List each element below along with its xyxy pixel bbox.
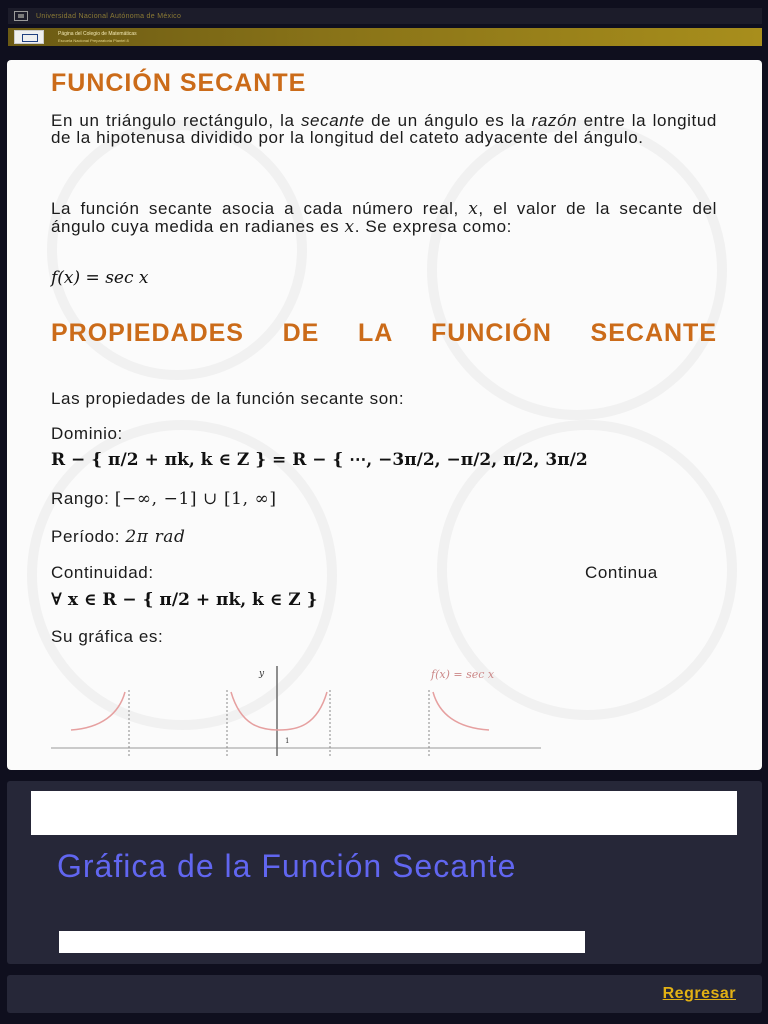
function-paragraph: La función secante asocia a cada número real, x, el valor de la secante del ángulo cuya medida en radianes es x. Se expresa como: [51,199,718,237]
department-title: Página del Colegio de Matemáticas [58,31,137,37]
department-logo-icon[interactable] [14,30,44,44]
domain-label: Dominio: [51,424,123,443]
continuity-value: Continua [585,563,658,582]
back-link[interactable]: Regresar [662,985,736,1002]
period-line: Período: 2π rad [51,527,186,547]
university-name[interactable]: Universidad Nacional Autónoma de México [36,12,182,20]
secant-curve [71,692,125,730]
unam-header-bar [8,8,762,24]
video-caption-area[interactable] [59,931,585,953]
continuity-label: Continuidad: [51,563,154,582]
department-header-bar [8,28,762,46]
secant-curve [433,692,489,730]
graph-one-label: 1 [285,737,290,745]
video-section [7,781,762,964]
unam-logo-icon[interactable] [14,11,28,21]
department-subtitle: Escuela Nacional Preparatoria Plantel 8 [58,38,129,43]
properties-intro: Las propiedades de la función secante son: [51,389,405,408]
graph-formula-label: f(x) = sec x [431,668,495,681]
video-embed[interactable] [31,791,737,835]
graph-y-label: y [259,669,265,679]
definition-paragraph: En un triángulo rectángulo, la secante de un ángulo es la razón entre la longitud de la hipotenusa dividido por la longitud del cateto adyacente del ángulo. [51,111,717,147]
section-title-properties: PROPIEDADES DE LA FUNCIÓN SECANTE [51,319,717,347]
secant-graph [51,664,541,758]
video-title: Gráfica de la Función Secante [57,848,517,884]
graph-label: Su gráfica es: [51,627,164,646]
section-title-secante: FUNCIÓN SECANTE [51,69,307,97]
secant-formula: f(x) = sec x [51,268,149,288]
footer-bar [7,975,762,1013]
article-card [7,60,762,770]
secant-curve [231,692,327,730]
range-line: Rango: [−∞, −1] ∪ [1, ∞] [51,489,277,509]
domain-expression: R − { π/2 + πk, k ∈ Z } = R − { ⋯, −3π/2, −π/2, π/2, 3π/2 [51,450,588,470]
continuity-expression: ∀ x ∈ R − { π/2 + πk, k ∈ Z } [51,590,318,610]
